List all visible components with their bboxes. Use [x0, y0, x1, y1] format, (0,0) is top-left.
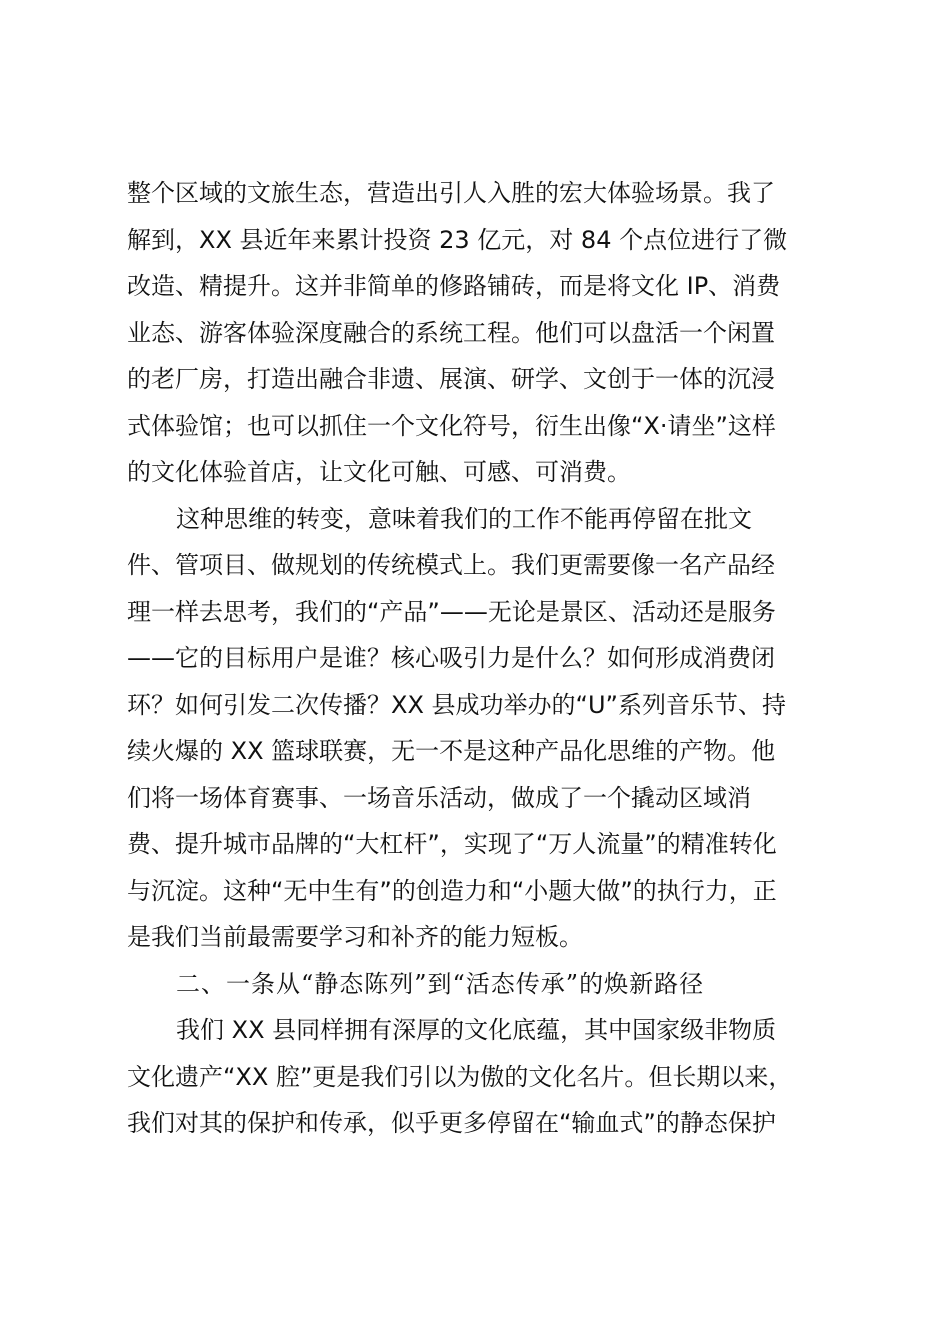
text-line: 我们 XX 县同样拥有深厚的文化底蕴，其中国家级非物质: [176, 1016, 777, 1044]
text-line: 文化遗产“XX 腔”更是我们引以为傲的文化名片。但长期以来，: [127, 1062, 793, 1091]
text-line: 整个区域的文旅生态，营造出引人入胜的宏大体验场景。我了: [127, 179, 775, 207]
section-heading: [127, 961, 827, 1008]
text-line: 是我们当前最需要学习和补齐的能力短板。: [127, 923, 583, 951]
text-line: 续火爆的 XX 篮球联赛，无一不是这种产品化思维的产物。他: [127, 737, 776, 765]
text-line: 式体验馆；也可以抓住一个文化符号，衍生出像“X·请坐”这样: [127, 411, 776, 440]
text-line: 业态、游客体验深度融合的系统工程。他们可以盘活一个闲置: [127, 318, 775, 347]
text-line: 理一样去思考，我们的“产品”——无论是景区、活动还是服务: [127, 597, 776, 626]
section-heading-text: 二、一条从“静态陈列”到“活态传承”的焕新路径: [176, 969, 705, 998]
text-line: 这种思维的转变，意味着我们的工作不能再停留在批文: [176, 504, 752, 533]
text-line: 我们对其的保护和传承，似乎更多停留在“输血式”的静态保护: [127, 1109, 776, 1137]
text-line: 环？如何引发二次传播？XX 县成功举办的“U”系列音乐节、持: [127, 690, 786, 719]
paragraph-3: [127, 1007, 827, 1147]
text-line: 解到，XX 县近年来累计投资 23 亿元，对 84 个点位进行了微: [127, 225, 788, 254]
paragraph-2: [127, 496, 827, 961]
text-line: 费、提升城市品牌的“大杠杆”，实现了“万人流量”的精准转化: [127, 830, 777, 858]
text-line: 们将一场体育赛事、一场音乐活动，做成了一个撬动区域消: [127, 783, 751, 812]
text-line: 件、管项目、做规划的传统模式上。我们更需要像一名产品经: [127, 551, 775, 579]
text-line: 的老厂房，打造出融合非遗、展演、研学、文创于一体的沉浸: [127, 365, 775, 393]
body-text: [127, 170, 827, 1147]
text-line: 与沉淀。这种“无中生有”的创造力和“小题大做”的执行力，正: [127, 876, 777, 905]
text-line: 的文化体验首店，让文化可触、可感、可消费。: [127, 458, 631, 486]
text-line: ——它的目标用户是谁？核心吸引力是什么？如何形成消费闭: [127, 644, 775, 672]
paragraph-1: [127, 170, 827, 496]
text-line: 改造、精提升。这并非简单的修路铺砖，而是将文化 IP、消费: [127, 272, 781, 300]
